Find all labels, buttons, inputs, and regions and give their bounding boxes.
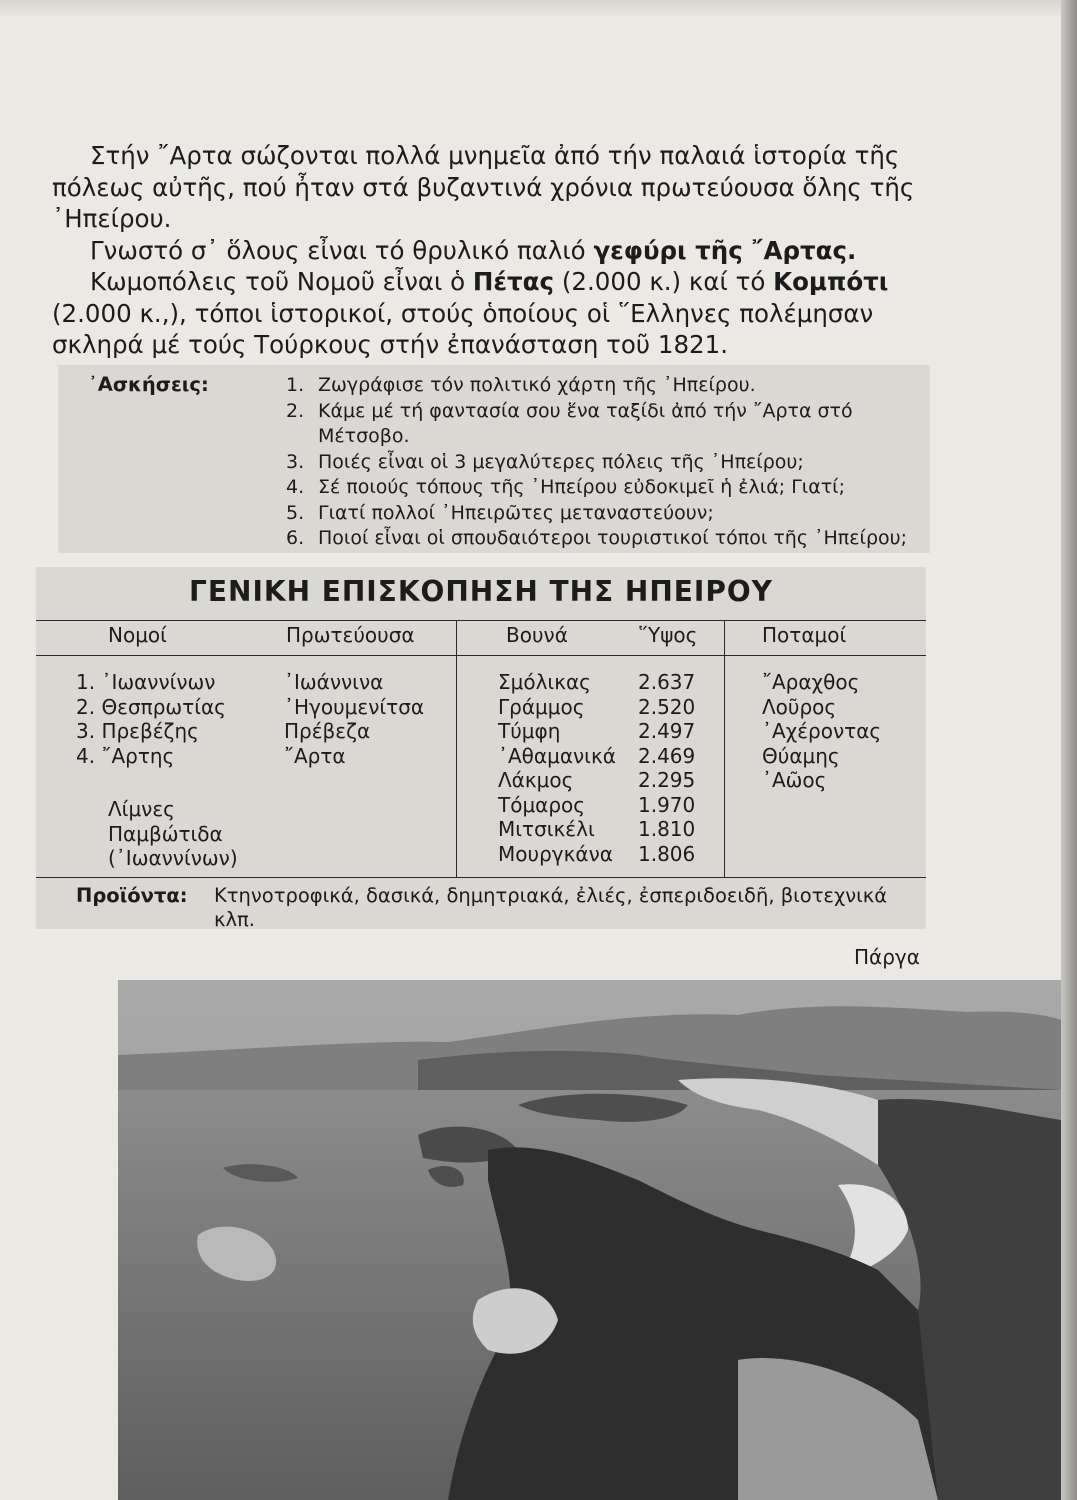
prefecture-cell: 3. Πρεβέζης bbox=[76, 719, 199, 743]
exercise-item bbox=[286, 373, 926, 399]
river-cell: ᾿Αῶος bbox=[762, 768, 827, 792]
overview-title: ΓΕΝΙΚΗ ΕΠΙΣΚΟΠΗΣΗ ΤΗΣ ΗΠΕΙΡΟΥ bbox=[189, 575, 773, 608]
header-mountains: Βουνά bbox=[506, 623, 568, 647]
river-cell: Θύαμης bbox=[762, 743, 840, 768]
exercise-item bbox=[286, 526, 926, 552]
mountain-cell: Σμόλικας bbox=[498, 670, 591, 694]
exercises-box bbox=[58, 365, 930, 553]
header-capital: Πρωτεύουσα bbox=[286, 623, 415, 647]
exercise-text: Ποιές εἶναι οἱ 3 μεγαλύτερες πόλεις τῆς ᾿Ηπείρου; bbox=[318, 450, 804, 473]
exercise-item bbox=[286, 399, 926, 450]
page-top-shadow bbox=[0, 0, 1061, 18]
town-kompoti: Κομπότι bbox=[773, 267, 889, 296]
exercise-number: 3. bbox=[286, 450, 305, 473]
capitals-column bbox=[284, 670, 424, 768]
altitude-cell: 2.469 bbox=[638, 743, 696, 768]
exercise-item bbox=[286, 501, 926, 527]
altitude-cell: 1.806 bbox=[638, 841, 696, 866]
intro-paragraph-2 bbox=[52, 235, 932, 267]
mountain-cell: Τύμφη bbox=[498, 719, 561, 743]
table-divider-2 bbox=[724, 620, 725, 877]
table-divider-1 bbox=[456, 620, 457, 877]
altitude-cell: 1.810 bbox=[638, 817, 696, 841]
intro-p3-text: Κωμοπόλεις τοῦ Νομοῦ εἶναι ὁ bbox=[90, 267, 466, 296]
parga-landscape-image bbox=[118, 980, 1061, 1500]
exercise-text: Ζωγράφισε τόν πολιτικό χάρτη τῆς ᾿Ηπείρου. bbox=[318, 374, 756, 396]
exercises-list bbox=[286, 373, 926, 552]
intro-p3-mid: (2.000 κ.) καί τό bbox=[561, 267, 766, 296]
prefectures-column bbox=[76, 670, 226, 768]
capital-cell: ᾿Ιωάννινα bbox=[284, 670, 384, 694]
page-edge bbox=[1061, 0, 1077, 1500]
prefecture-cell: 4. ῎Αρτης bbox=[76, 743, 175, 768]
altitude-cell: 2.520 bbox=[638, 694, 696, 719]
town-petas: Πέτας bbox=[472, 267, 555, 296]
rivers-column bbox=[762, 670, 881, 793]
intro-p3-suffix: (2.000 κ.,), τόποι ἱστορικοί, στούς ὁποίους οἱ ῞Ελληνες πολέμησαν σκληρά μέ τούς Τούρκους στήν ἐπανάσταση τοῦ 1821. bbox=[52, 298, 874, 359]
exercise-number: 6. bbox=[286, 527, 305, 549]
intro-paragraph-3 bbox=[52, 266, 932, 361]
exercise-text: Γιατί πολλοί ᾿Ηπειρῶτες μεταναστεύουν; bbox=[318, 501, 714, 524]
capital-cell: ᾿Ηγουμενίτσα bbox=[284, 694, 425, 719]
capital-cell: ῎Αρτα bbox=[284, 743, 346, 768]
lakes-label: Λίμνες bbox=[108, 797, 175, 821]
river-cell: ῎Αραχθος bbox=[762, 670, 860, 694]
exercises-label: ᾿Ασκήσεις: bbox=[88, 373, 209, 396]
mountain-cell: ᾿Αθαμανικά bbox=[498, 743, 616, 768]
products-label: Προϊόντα: bbox=[76, 884, 188, 907]
photo-caption: Πάργα bbox=[854, 945, 920, 969]
prefecture-cell: 2. Θεσπρωτίας bbox=[76, 694, 226, 719]
altitude-column bbox=[638, 670, 695, 866]
exercise-number: 5. bbox=[286, 501, 305, 524]
exercise-number: 2. bbox=[286, 399, 305, 422]
exercise-text: Ποιοί εἶναι οἱ σπουδαιότεροι τουριστικοί τόποι τῆς ᾿Ηπείρου; bbox=[318, 527, 908, 549]
river-cell: ᾿Αχέροντας bbox=[762, 719, 882, 743]
mountain-cell: Γράμμος bbox=[498, 694, 585, 719]
exercise-item bbox=[286, 450, 926, 476]
exercise-text: Σέ ποιούς τόπους τῆς ᾿Ηπείρου εὐδοκιμεῖ ἡ ἐλιά; Γιατί; bbox=[318, 476, 846, 498]
intro-paragraph-1: Στήν ῎Αρτα σώζονται πολλά μνημεῖα ἀπό τήν παλαιά ἱστορία τῆς πόλεως αὐτῆς, πού ἦταν στά βυζαντινά χρόνια πρωτεύουσα ὅλης τῆς ᾿Ηπείρου. bbox=[52, 141, 915, 233]
mountain-cell: Μιτσικέλι bbox=[498, 817, 595, 841]
lake-cell: (᾿Ιωαννίνων) bbox=[108, 846, 238, 870]
table-top-rule bbox=[36, 620, 926, 621]
mountain-cell: Τόμαρος bbox=[498, 792, 586, 817]
table-header-rule bbox=[36, 655, 926, 656]
header-prefectures: Νομοί bbox=[108, 623, 167, 647]
header-altitude: ῞Υψος bbox=[638, 623, 698, 647]
exercise-item bbox=[286, 475, 926, 501]
capital-cell: Πρέβεζα bbox=[284, 719, 371, 743]
parga-photo bbox=[118, 980, 1061, 1500]
overview-table-box bbox=[36, 567, 926, 929]
altitude-cell: 1.970 bbox=[638, 792, 696, 817]
mountain-cell: Μουργκάνα bbox=[498, 841, 613, 866]
bridge-of-arta: γεφύρι τῆς ῎Αρτας. bbox=[593, 235, 857, 265]
products-text: Κτηνοτροφικά, δασικά, δημητριακά, ἐλιές, ἐσπεριδοειδῆ, βιοτεχνικά κλπ. bbox=[214, 884, 888, 931]
header-rivers: Ποταμοί bbox=[762, 623, 847, 647]
mountain-cell: Λάκμος bbox=[498, 768, 574, 792]
lakes-column bbox=[108, 797, 238, 871]
intro-p2-text: Γνωστό σ᾿ ὅλους εἶναι τό θρυλικό παλιό bbox=[90, 235, 586, 265]
intro-text bbox=[52, 140, 932, 361]
exercise-number: 1. bbox=[286, 374, 305, 396]
river-cell: Λοῦρος bbox=[762, 694, 837, 719]
altitude-cell: 2.637 bbox=[638, 670, 696, 694]
lake-cell: Παμβώτιδα bbox=[108, 821, 223, 846]
exercise-text: Κάμε μέ τή φαντασία σου ἕνα ταξίδι ἀπό τήν ῎Αρτα στό Μέτσοβο. bbox=[318, 399, 853, 447]
altitude-cell: 2.295 bbox=[638, 768, 696, 792]
prefecture-cell: 1. ᾿Ιωαννίνων bbox=[76, 670, 216, 694]
altitude-cell: 2.497 bbox=[638, 719, 696, 743]
mountains-column bbox=[498, 670, 616, 866]
exercise-number: 4. bbox=[286, 476, 305, 498]
table-bottom-rule bbox=[36, 877, 926, 878]
